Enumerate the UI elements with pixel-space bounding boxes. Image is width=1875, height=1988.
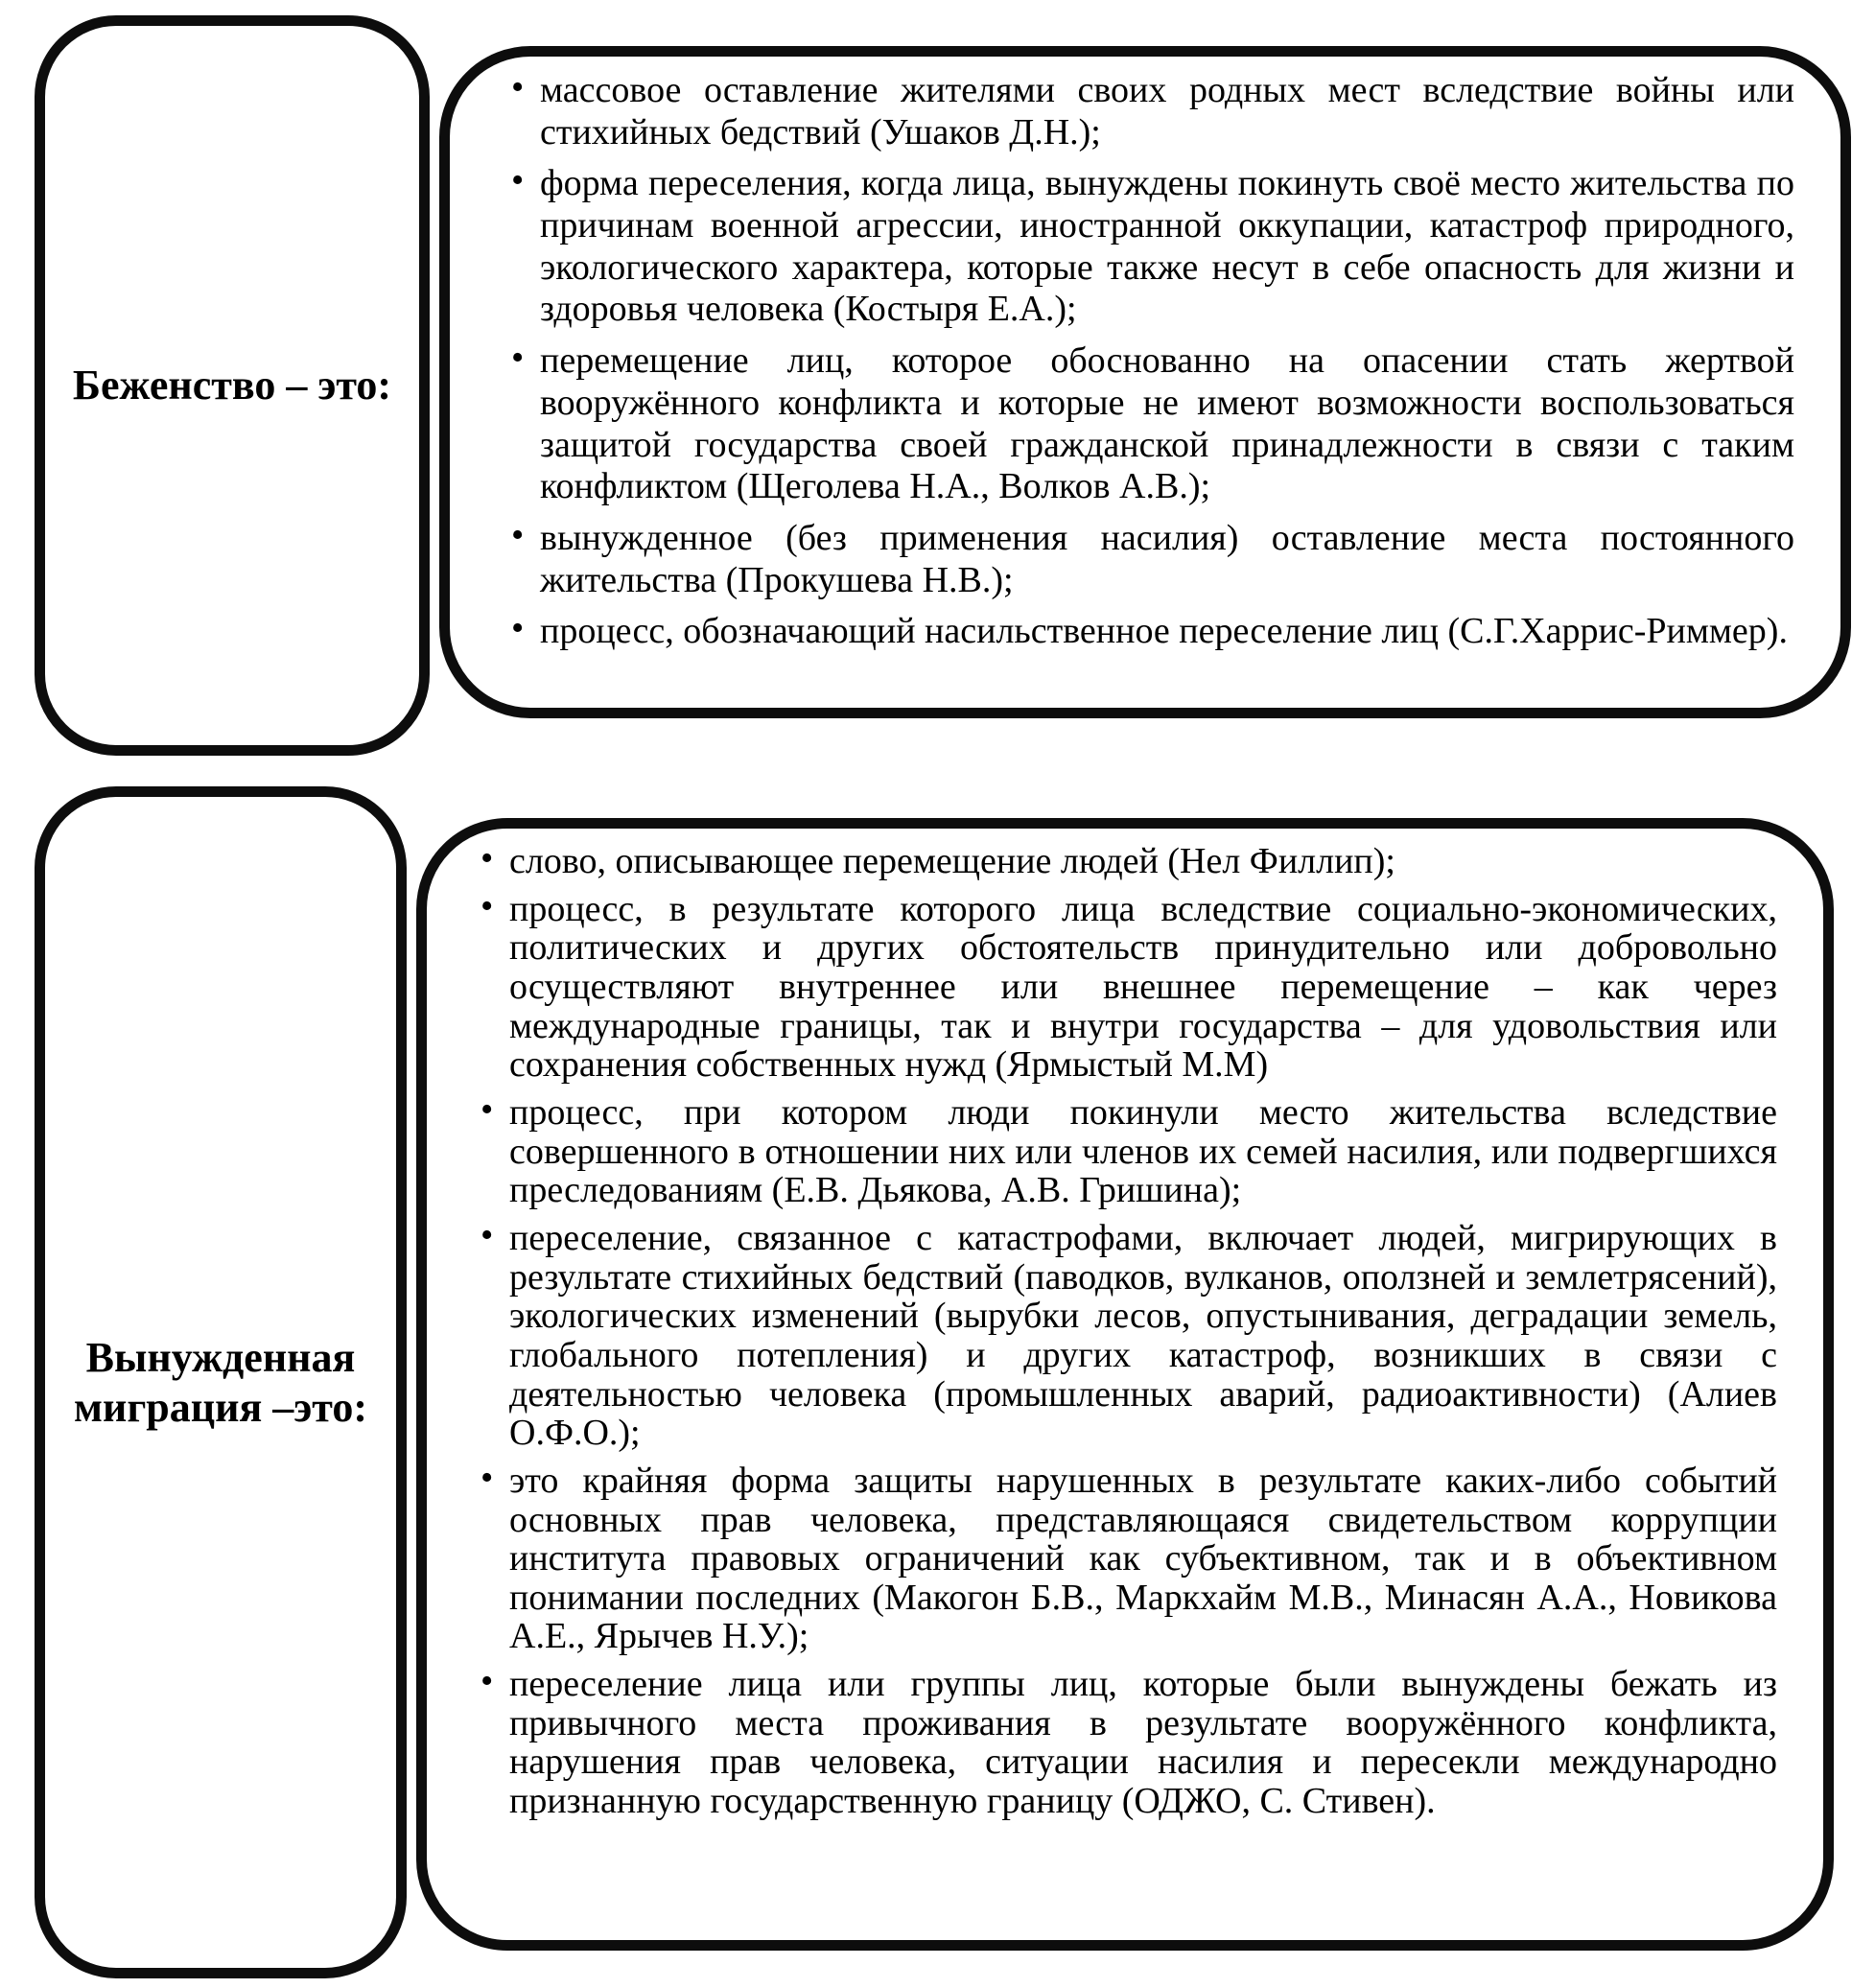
bullet-icon: • [511,338,525,379]
definition-text: вынужденное (без применения насилия) оставление места постоянного жительства (Прокушева Н.В.); [540,517,1794,600]
term-box-vynuzhdennaya-migratsiya [35,786,407,1978]
bullet-icon: • [511,514,525,555]
definition-item [507,66,1794,153]
definition-item [477,1457,1777,1657]
bullet-icon: • [480,1214,494,1255]
definition-text: процесс, в результате которого лица вследствие социально-экономических, политических и других обстоятельств принудительно или добровольно осуществляют внутреннее или внешнее перемещение – как через международные границы, так и внутри государства – для удовольствия или сохранения собственных нужд (Ярмыстый М.М) [509,888,1777,1086]
definition-text: процесс, при котором люди покинули место жительства вследствие совершенного в отношении них или членов их семей насилия, или подвергшихся преследованиям (Е.В. Дьякова, А.В. Гришина); [509,1091,1777,1211]
definition-item [477,1214,1777,1454]
definitions-list-bezhenstvo [450,57,1840,668]
bullet-icon: • [480,1088,494,1130]
definition-text: слово, описывающее перемещение людей (Нел Филлип); [509,841,1395,881]
definitions-list-vynuzhdennaya-migratsiya [427,829,1823,1836]
definition-item [507,514,1794,601]
term-box-bezhenstvo [35,15,430,756]
term-label-vynuzhdennaya-migratsiya: Вынужденная миграция –это: [74,1333,367,1431]
definition-item [477,837,1777,881]
definition-item [477,1088,1777,1211]
definitions-box-vynuzhdennaya-migratsiya [416,818,1834,1951]
definition-item [507,340,1794,508]
bullet-icon: • [511,608,525,649]
bullet-icon: • [480,1661,494,1702]
definition-item [507,160,1794,331]
definition-text: процесс, обозначающий насильственное переселение лиц (С.Г.Харрис-Риммер). [540,611,1788,652]
bullet-icon: • [511,66,525,107]
bullet-icon: • [511,160,525,201]
bullet-icon: • [480,1457,494,1498]
definition-text: массовое оставление жителями своих родных мест вследствие войны или стихийных бедствий (Ушаков Д.Н.); [540,70,1794,152]
bullet-icon: • [480,885,494,926]
definition-item [477,1661,1777,1822]
definitions-box-bezhenstvo [439,46,1851,718]
bullet-icon: • [480,837,494,878]
definition-text: форма переселения, когда лица, вынуждены покинуть своё место жительства по причинам военной агрессии, иностранной оккупации, катастроф природного, экологического характера, которые также несут в себе опасность для жизни и здоровья человека (Костыря Е.А.); [540,163,1794,330]
definition-text: переселение, связанное с катастрофами, включает людей, мигрирующих в результате стихийных бедствий (паводков, вулканов, оползней и землетрясений), экологических изменений (вырубки лесов, опустынивания, деградации земель, глобального потепления) и других катастроф, возникших в связи с деятельностью человека (промышленных аварий, радиоактивности) (Алиев О.Ф.О.); [509,1217,1777,1454]
definition-text: это крайняя форма защиты нарушенных в результате каких-либо событий основных прав человека, представляющаяся свидетельством коррупции института правовых ограничений как субъективном, так и в объективном понимании последних (Макогон Б.В., Маркхайм М.В., Минасян А.А., Новикова А.Е., Ярычев Н.У.); [509,1460,1777,1657]
term-label-bezhenstvo: Беженство – это: [72,362,392,409]
definition-text: перемещение лиц, которое обоснованно на опасении стать жертвой вооружённого конфликта и которые не имеют возможности воспользоваться защитой государства своей гражданской принадлежности в связи с таким конфликтом (Щеголева Н.А., Волков А.В.); [540,340,1794,507]
definition-item [507,608,1794,653]
definition-item [477,885,1777,1086]
definition-text: переселение лица или группы лиц, которые были вынуждены бежать из привычного места проживания в результате вооружённого конфликта, нарушения прав человека, ситуации насилия и пересекли международно признанную государственную границу (ОДЖО, С. Стивен). [509,1664,1777,1822]
